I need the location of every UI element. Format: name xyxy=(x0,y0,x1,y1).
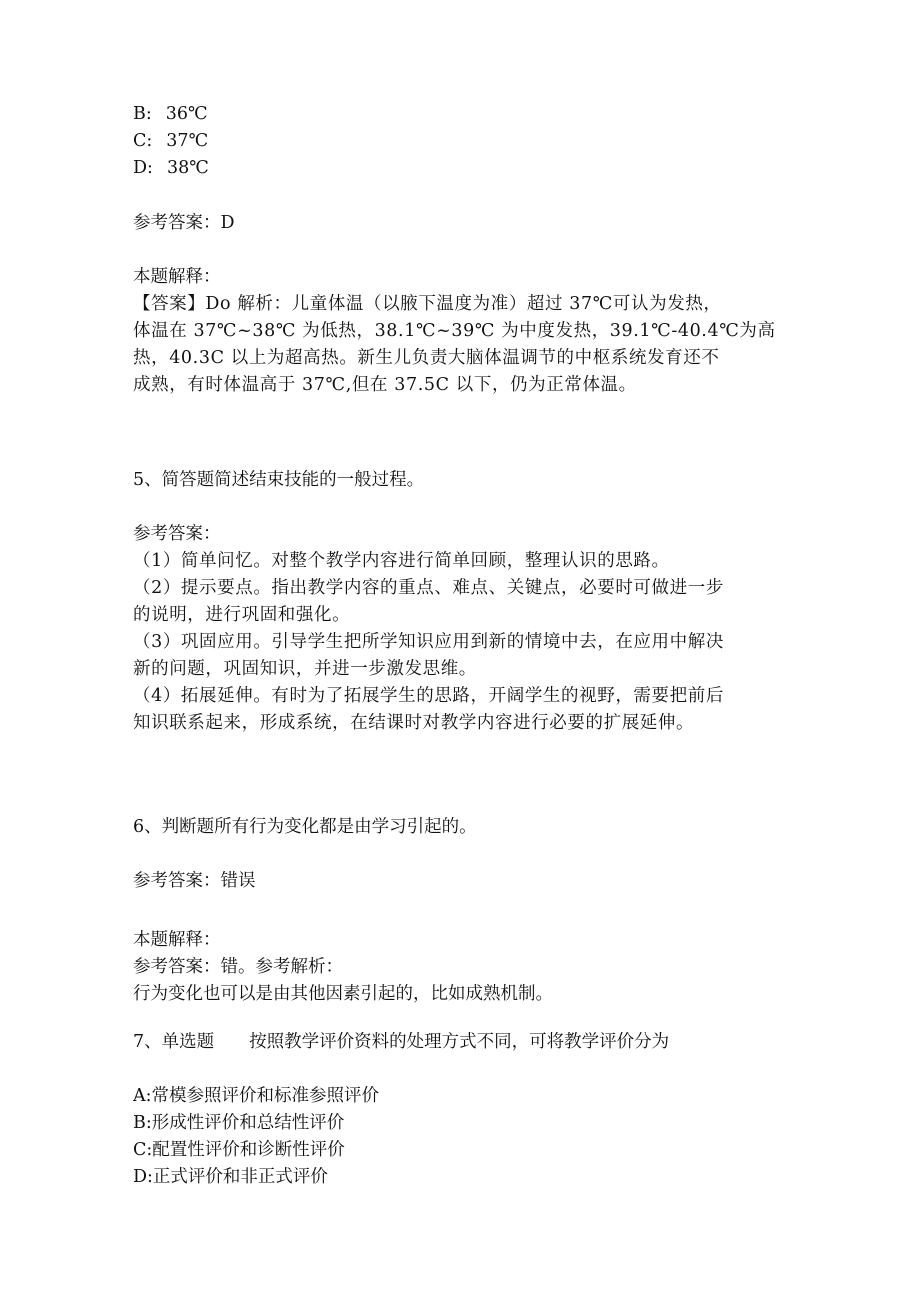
q5-answer-line: （3）巩固应用。引导学生把所学知识应用到新的情境中去，在应用中解决 xyxy=(133,632,724,652)
q4-explanation-line: 热，40.3C 以上为超高热。新生儿负责大脑体温调节的中枢系统发育还不 xyxy=(133,348,720,368)
option-text: 37℃ xyxy=(166,131,209,151)
option-label: C: xyxy=(133,131,153,151)
q4-option-d xyxy=(133,154,209,182)
q6-explanation-heading: 本题解释： xyxy=(133,930,221,950)
q6-answer: 参考答案：错误 xyxy=(133,871,256,891)
q5-answer-line: （2）提示要点。指出教学内容的重点、难点、关键点，必要时可做进一步 xyxy=(133,578,724,598)
q4-explanation-line: 【答案】Do 解析：儿童体温（以腋下温度为准）超过 37℃可认为发热， xyxy=(133,294,722,314)
q5-title: 5、简答题简述结束技能的一般过程。 xyxy=(133,470,425,490)
q5-answer-heading: 参考答案： xyxy=(133,524,221,544)
q7-option-c: C:配置性评价和诊断性评价 xyxy=(133,1140,345,1160)
option-text: 36℃ xyxy=(165,104,208,124)
q6-explanation-line: 参考答案：错。参考解析： xyxy=(133,957,343,977)
q5-answer-line: （1）简单问忆。对整个教学内容进行简单回顾，整理认识的思路。 xyxy=(133,551,670,571)
q5-answer-line: （4）拓展延伸。有时为了拓展学生的思路，开阔学生的视野，需要把前后 xyxy=(133,686,724,706)
q4-option-b xyxy=(133,100,208,128)
q4-answer: 参考答案：D xyxy=(133,213,235,233)
q7-option-d: D:正式评价和非正式评价 xyxy=(133,1167,328,1187)
q4-explanation-heading: 本题解释： xyxy=(133,267,221,287)
q4-explanation-line: 体温在 37℃~38℃ 为低热，38.1℃~39℃ 为中度发热，39.1℃-40.4℃为高 xyxy=(133,321,776,341)
q6-title: 6、判断题所有行为变化都是由学习引起的。 xyxy=(133,817,477,837)
q4-explanation-line: 成熟，有时体温高于 37℃,但在 37.5C 以下，仍为正常体温。 xyxy=(133,375,637,395)
option-text: 38℃ xyxy=(166,158,209,178)
q7-title: 7、单选题 按照教学评价资料的处理方式不同，可将教学评价分为 xyxy=(133,1032,670,1052)
q7-option-b: B:形成性评价和总结性评价 xyxy=(133,1113,345,1133)
q5-answer-line: 新的问题，巩固知识，并进一步激发思维。 xyxy=(133,659,477,679)
option-label: B: xyxy=(133,104,152,124)
q5-answer-line: 知识联系起来，形成系统，在结课时对教学内容进行必要的扩展延伸。 xyxy=(133,713,695,733)
q5-answer-line: 的说明，进行巩固和强化。 xyxy=(133,605,351,625)
option-label: D: xyxy=(133,158,153,178)
q4-option-c xyxy=(133,127,208,155)
q7-option-a: A:常模参照评价和标准参照评价 xyxy=(133,1086,380,1106)
q6-explanation-line: 行为变化也可以是由其他因素引起的，比如成熟机制。 xyxy=(133,984,553,1004)
